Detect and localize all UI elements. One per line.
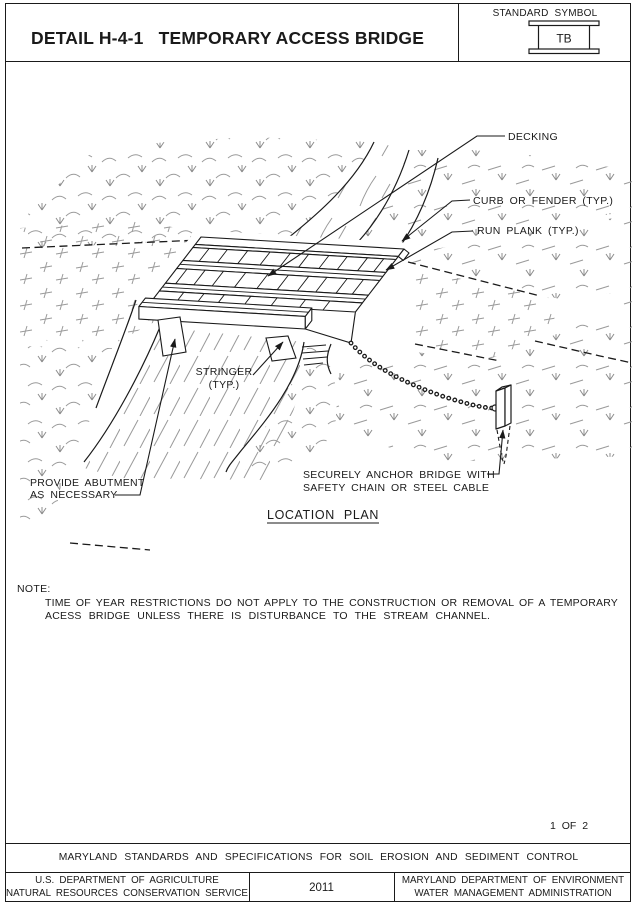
page-number: 1 OF 2	[550, 820, 589, 832]
symbol-code: TB	[556, 31, 572, 46]
footer-mde-line2: WATER MANAGEMENT ADMINISTRATION	[414, 887, 612, 899]
anchor-label-line1: SECURELY ANCHOR BRIDGE WITH	[303, 469, 495, 481]
anchor-post-front	[496, 388, 505, 429]
symbol-top-flange	[529, 21, 599, 26]
note-label: NOTE:	[17, 583, 51, 595]
stringer-label-line1: STRINGER	[195, 366, 253, 378]
note-line1: TIME OF YEAR RESTRICTIONS DO NOT APPLY TO THE CONSTRUCTION OR REMOVAL OF A TEMPORARY	[45, 597, 618, 609]
detail-title: TEMPORARY ACCESS BRIDGE	[158, 28, 425, 48]
footer-band-bottom-line	[5, 872, 631, 873]
location-plan-drawing	[5, 61, 632, 843]
footer-agency-left	[5, 875, 249, 900]
footer-band-top-line	[5, 843, 631, 844]
footer-band-title: MARYLAND STANDARDS AND SPECIFICATIONS FOR SOIL EROSION AND SEDIMENT CONTROL	[58, 852, 579, 863]
anchor-post-side	[505, 385, 511, 426]
footer-mde-line1: MARYLAND DEPARTMENT OF ENVIRONMENT	[401, 875, 625, 886]
anchor-label-line2: SAFETY CHAIN OR STEEL CABLE	[303, 482, 490, 494]
decking-label: DECKING	[508, 131, 558, 143]
run-plank-label: RUN PLANK (TYP.)	[477, 225, 579, 237]
note-line2: ACESS BRIDGE UNLESS THERE IS DISTURBANCE TO THE STREAM CHANNEL.	[45, 610, 491, 622]
curb-label: CURB OR FENDER (TYP.)	[473, 195, 614, 207]
anchor-post	[496, 385, 511, 429]
bottom-left-dashed-line	[70, 543, 150, 550]
detail-number: DETAIL H-4-1	[31, 28, 144, 48]
abutment-label-line2: AS NECESSARY	[30, 489, 118, 501]
temporary-bridge-symbol-icon	[528, 19, 600, 59]
footer-agency-right	[394, 875, 632, 900]
stringer-label-line2: (TYP.)	[208, 379, 240, 391]
footer-usda-line2: NATURAL RESOURCES CONSERVATION SERVICE	[6, 887, 248, 899]
footer-year: 2011	[309, 882, 334, 894]
location-plan-heading: LOCATION PLAN	[267, 508, 379, 522]
page-title	[31, 28, 424, 49]
abutment-label-line1: PROVIDE ABUTMENT	[30, 477, 145, 489]
standard-symbol-label: STANDARD SYMBOL	[492, 8, 598, 19]
footer-usda-line1: U.S. DEPARTMENT OF AGRICULTURE	[35, 875, 219, 886]
left-lower-bank-texture	[20, 346, 112, 530]
middle-stringer	[266, 336, 296, 361]
symbol-bottom-flange	[529, 49, 599, 54]
